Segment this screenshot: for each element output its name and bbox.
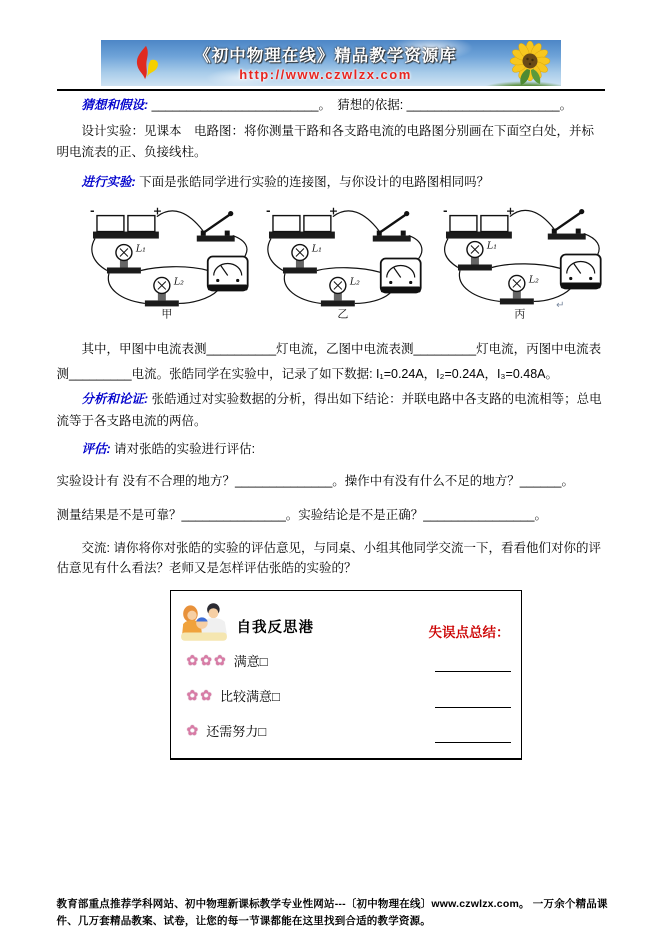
circuit-diagram-jia <box>87 203 252 321</box>
battery <box>443 205 515 239</box>
reflection-option-fairly-satisfied <box>187 686 280 705</box>
mistakes-blank-line <box>435 707 511 708</box>
banner-wrap <box>0 0 661 86</box>
paragraph-evaluate <box>57 439 605 460</box>
flower-rating-icons: ✿✿✿ <box>186 652 228 668</box>
ammeter <box>561 255 601 289</box>
option-label[interactable]: 还需努力□ <box>206 724 267 739</box>
lamp-l1 <box>106 244 145 274</box>
mistakes-summary-title: 失误点总结： <box>428 625 510 640</box>
flower-rating-icons: ✿✿ <box>186 687 214 703</box>
paragraph-among: 其中，甲图中电流表测__________灯电流，乙图中电流表测_________灯电流，丙图中电流表测_________电流。张皓同学在实验中，记录了如下数据: I₁=0.24A，I₂=0.24A，I₃=0.48A。 <box>56 342 602 381</box>
svg-text:L₁: L₁ <box>486 240 497 252</box>
svg-text:+: + <box>152 204 162 218</box>
header-divider <box>57 89 605 91</box>
sunflower-icon <box>507 41 553 86</box>
switch <box>373 211 411 242</box>
circuit-diagrams-row <box>57 203 605 323</box>
banner-title: 《初中物理在线》精品教学资源库 <box>194 47 457 65</box>
lamp-l1 <box>283 244 322 274</box>
evaluate-heading: 评估: <box>81 442 111 456</box>
paragraph-analysis <box>57 388 605 432</box>
site-banner <box>101 40 561 86</box>
lamp-l2 <box>321 276 360 306</box>
circuit-diagram-yi <box>263 203 428 321</box>
paragraph-return-mark: ↵ <box>556 300 565 311</box>
lamp-l1 <box>458 241 497 271</box>
svg-text:L₁: L₁ <box>135 243 146 255</box>
paragraph-conduct <box>57 172 605 193</box>
footer-promo-text: 教育部重点推荐学科网站、初中物理新课标教学专业性网站---〔初中物理在线〕www.czwlzx.com。 一万余个精品课件、几万套精品教案、试卷，让您的每一节课都能在这里找到合适的教学资源。 <box>56 898 608 927</box>
svg-text:-: - <box>266 204 271 218</box>
paragraph-exchange: 交流: 请你将你对张皓的实验的评估意见，与同桌、小组其他同学交流一下，看看他们对你的评估意见有什么看法？老师又是怎样评估张皓的实验的？ <box>56 541 601 575</box>
diagram-caption: 丙 <box>514 308 526 321</box>
analysis-text: 张皓通过对实验数据的分析，得出如下结论：并联电路中各支路的电流相等；总电流等于各支路电流的两倍。 <box>56 392 602 428</box>
lamp-l2 <box>144 276 183 306</box>
svg-text:L₂: L₂ <box>349 276 361 288</box>
conduct-text: 下面是张皓同学进行实验的连接图，与你设计的电路图相同吗？ <box>135 175 490 189</box>
mistakes-blank-line <box>435 742 511 743</box>
paragraph-eval-question-1: 实验设计有 没有不合理的地方？______________。操作中有没有什么不足的地方？______。 <box>56 474 575 488</box>
site-logo-icon <box>127 44 165 82</box>
lamp-l2 <box>500 274 539 304</box>
analysis-heading: 分析和论证: <box>81 392 149 406</box>
diagram-caption: 乙 <box>337 308 349 321</box>
svg-text:-: - <box>89 204 95 218</box>
banner-url-link[interactable]: http://www.czwlzx.com <box>239 67 412 82</box>
switch <box>548 209 586 240</box>
family-clipart-icon <box>179 600 229 642</box>
circuit-diagram-bing <box>440 203 605 321</box>
svg-text:L₂: L₂ <box>528 274 539 286</box>
conduct-heading: 进行实验: <box>81 175 136 189</box>
battery <box>266 205 338 239</box>
svg-text:-: - <box>442 204 448 218</box>
worksheet-content <box>56 95 608 930</box>
svg-text:L₂: L₂ <box>173 276 184 288</box>
battery <box>89 205 161 239</box>
banner-text-block <box>171 42 481 82</box>
option-label[interactable]: 比较满意□ <box>219 689 280 704</box>
reflection-option-needs-effort <box>187 721 267 740</box>
switch <box>196 211 234 242</box>
svg-text:L₁: L₁ <box>312 243 323 255</box>
svg-text:+: + <box>329 204 339 218</box>
reflection-title: 自我反思港 <box>236 620 314 636</box>
reflection-option-satisfied <box>187 651 268 670</box>
mistakes-blank-line <box>435 671 511 672</box>
svg-text:+: + <box>505 204 515 218</box>
paragraph-eval-question-2: 测量结果是不是可靠？_______________。实验结论是不是正确？________________。 <box>56 508 548 522</box>
ammeter <box>381 259 421 293</box>
guess-heading: 猜想和假设: <box>81 98 149 112</box>
evaluate-text: 请对张皓的实验进行评估: <box>110 442 256 456</box>
paragraph-design: 设计实验：见课本 电路图：将你测量干路和各支路电流的电路图分别画在下面空白处，并标明电流表的正、负接线柱。 <box>56 124 595 159</box>
self-reflection-box <box>170 590 522 760</box>
ammeter <box>207 257 247 291</box>
flower-rating-icons: ✿ <box>186 722 201 738</box>
option-label[interactable]: 满意□ <box>233 654 268 669</box>
paragraph-guess <box>57 95 605 116</box>
diagram-caption: 甲 <box>160 308 172 321</box>
guess-text: ________________________。 猜想的依据: ______________________。 <box>148 98 573 112</box>
